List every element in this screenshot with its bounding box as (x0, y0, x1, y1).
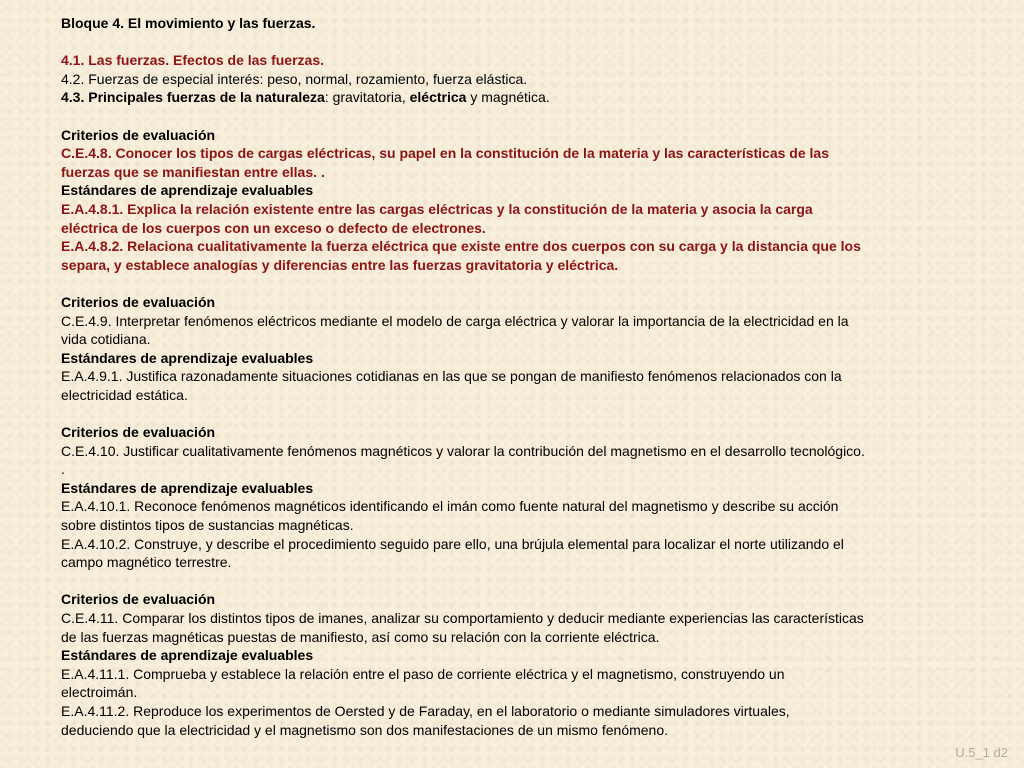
criterios-heading: Criterios de evaluación (61, 126, 216, 143)
standard-4-8-1-line1: E.A.4.8.1. Explica la relación existente entre las cargas eléctricas y la constitución de la materia y asocia la carga (61, 200, 813, 217)
criterion-4-9-line2: vida cotidiana. (61, 331, 151, 348)
estandares-heading: Estándares de aprendizaje evaluables (61, 182, 314, 199)
slide-footer: U.5_1 d2 (955, 745, 1008, 760)
standard-4-10-1-line2: sobre distintos tipos de sustancias magnéticas. (61, 517, 354, 534)
standard-4-11-2-line1: E.A.4.11.2. Reproduce los experimentos de Oersted y de Faraday, en el laboratorio o mediante simuladores virtuales, (61, 702, 790, 719)
topic-4-1: 4.1. Las fuerzas. Efectos de las fuerzas. (61, 52, 325, 69)
standard-4-10-2-line2: campo magnético terrestre. (61, 554, 232, 571)
criterion-4-10-line2: . (61, 461, 65, 478)
topic-4-3-text: : gravitatoria, (324, 89, 410, 106)
standard-4-11-1-line1: E.A.4.11.1. Comprueba y establece la relación entre el paso de corriente eléctrica y el magnetismo, construyendo un (61, 665, 785, 682)
standard-4-8-1-line2: eléctrica de los cuerpos con un exceso o defecto de electrones. (61, 219, 486, 236)
topic-4-3-electrica: eléctrica (409, 89, 467, 106)
slide-content (61, 14, 961, 739)
spacer (61, 572, 961, 591)
topic-4-3 (61, 88, 961, 107)
spacer (61, 107, 961, 126)
standard-4-8-2-line2: separa, y establece analogías y diferencias entre las fuerzas gravitatoria y eléctrica. (61, 256, 619, 273)
standard-4-11-1-line2: electroimán. (61, 684, 138, 701)
standard-4-10-2-line1: E.A.4.10.2. Construye, y describe el procedimiento seguido pare ello, una brújula elemental para localizar el norte utilizando el (61, 535, 844, 552)
spacer (61, 404, 961, 423)
spacer (61, 274, 961, 293)
criterion-4-9-line1: C.E.4.9. Interpretar fenómenos eléctricos mediante el modelo de carga eléctrica y valorar la importancia de la electricidad en la (61, 312, 849, 329)
standard-4-10-1-line1: E.A.4.10.1. Reconoce fenómenos magnéticos identificando el imán como fuente natural del magnetismo y describe su acción (61, 498, 839, 515)
criterion-4-11-line1: C.E.4.11. Comparar los distintos tipos de imanes, analizar su comportamiento y deducir mediante experiencias las características (61, 610, 864, 626)
standard-4-8-2-line1: E.A.4.8.2. Relaciona cualitativamente la fuerza eléctrica que existe entre dos cuerpos con su carga y la distancia que los (61, 238, 861, 255)
criterios-heading: Criterios de evaluación (61, 591, 216, 608)
criterion-4-11-line2: de las fuerzas magnéticas puestas de manifiesto, así como su relación con la corriente eléctrica. (61, 628, 660, 645)
criterios-heading: Criterios de evaluación (61, 293, 216, 310)
topic-4-2: 4.2. Fuerzas de especial interés: peso, normal, rozamiento, fuerza elástica. (61, 70, 528, 87)
estandares-heading: Estándares de aprendizaje evaluables (61, 349, 314, 366)
estandares-heading: Estándares de aprendizaje evaluables (61, 479, 314, 496)
criterion-4-10-line1: C.E.4.10. Justificar cualitativamente fenómenos magnéticos y valorar la contribución del magnetismo en el desarrollo tecnológico. (61, 442, 865, 459)
spacer (61, 33, 961, 52)
block-title: Bloque 4. El movimiento y las fuerzas. (61, 15, 316, 31)
criterios-heading: Criterios de evaluación (61, 424, 216, 441)
standard-4-11-2-line2: deduciendo que la electricidad y el magnetismo son dos manifestaciones de un mismo fenómeno. (61, 721, 669, 738)
standard-4-9-1-line2: electricidad estática. (61, 386, 188, 403)
criterion-4-8-line1: C.E.4.8. Conocer los tipos de cargas eléctricas, su papel en la constitución de la materia y las características de las (61, 145, 829, 162)
topic-4-3-heading: 4.3. Principales fuerzas de la naturaleza (61, 89, 325, 106)
topic-4-3-text-end: y magnética. (466, 89, 550, 106)
standard-4-9-1-line1: E.A.4.9.1. Justifica razonadamente situaciones cotidianas en las que se pongan de manifiesto fenómenos relacionados con la (61, 368, 842, 385)
criterion-4-8-line2: fuerzas que se manifiestan entre ellas. . (61, 163, 325, 180)
estandares-heading: Estándares de aprendizaje evaluables (61, 647, 314, 664)
